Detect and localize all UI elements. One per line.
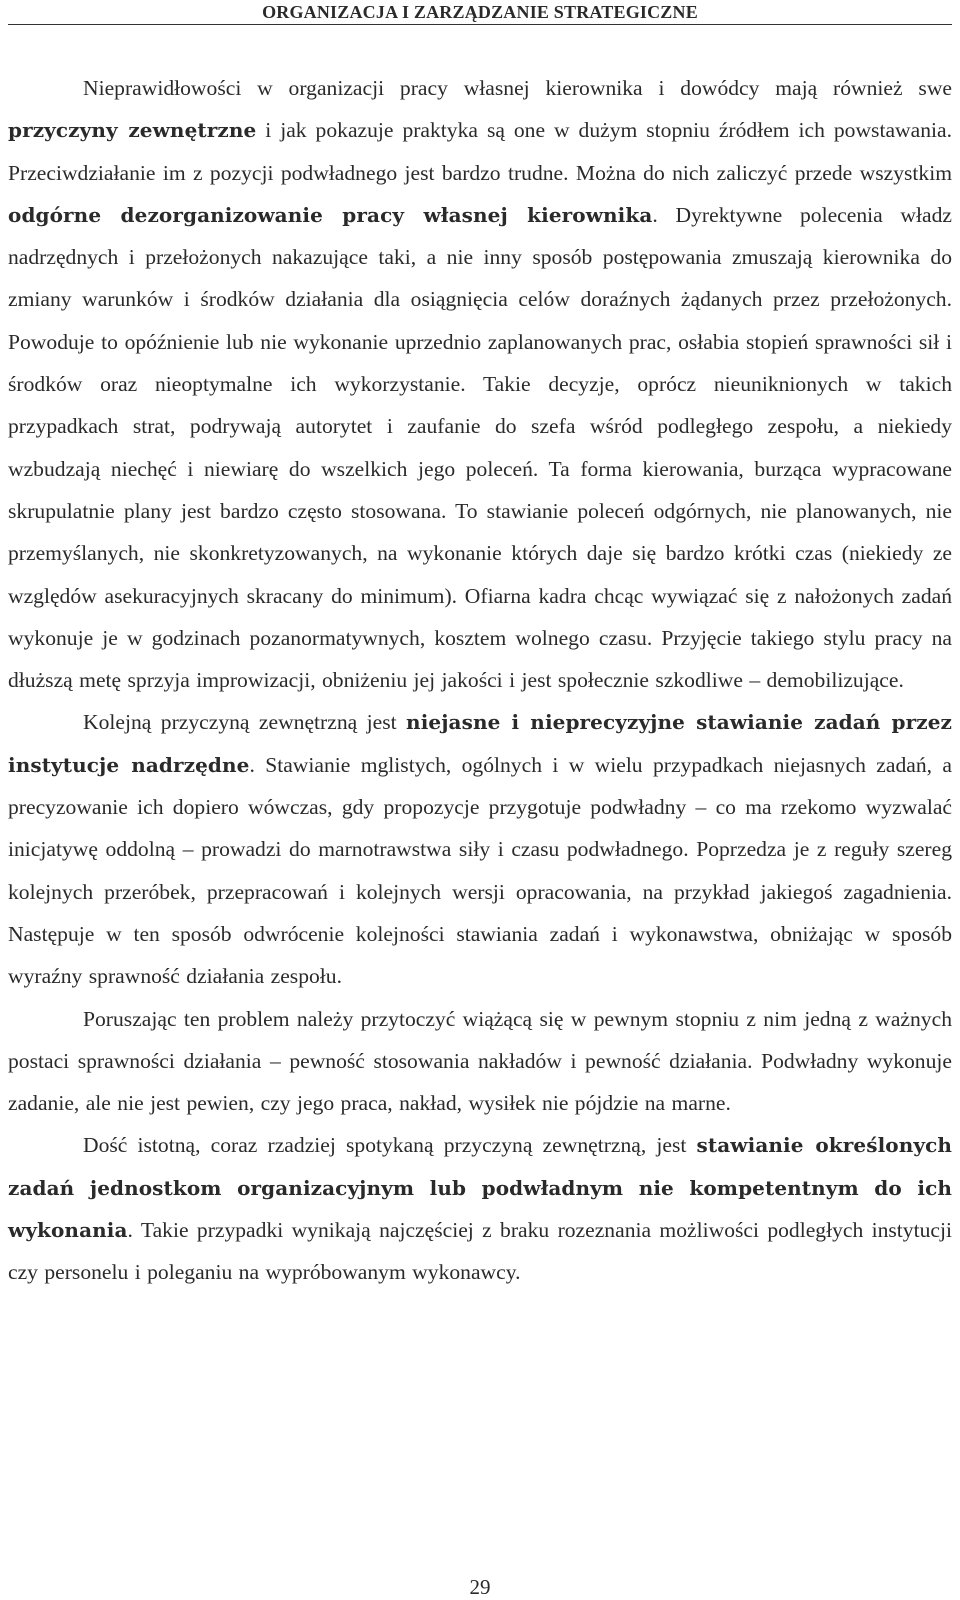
text-run: . Dyrektywne polecenia władz nadrzędnych i przełożonych nakazujące taki, a nie inny sposób postępowania zmuszają kierownika do zmiany warunków i środków działania dla osiągnięcia celów doraźnych żądanych przez przełożonych. Powoduje to opóźnienie lub nie wykonanie uprzednio zaplanowanych prac, osłabia stopień sprawności sił i środków oraz nieoptymalne ich wykorzystanie. Takie decyzje, oprócz nieuniknionych w takich przypadkach strat, podrywają autorytet i zaufanie do szefa wśród podległego zespołu, a niekiedy wzbudzają niechęć i niewiarę do wszelkich jego poleceń. Ta forma kierowania, burząca wypracowane skrupulatnie plany jest bardzo często stosowana. To stawianie poleceń odgórnych, nie planowanych, nie przemyślanych, nie skonkretyzowanych, na wykonanie których daje się bardzo krótki czas (niekiedy ze względów asekuracyjnych skracany do minimum). Ofiarna kadra chcąc wywiązać się z nałożonych zadań wykonuje je w godzinach pozanormatywnych, kosztem wolnego czasu. Przyjęcie takiego stylu pracy na dłuższą metę sprzyja improwizacji, obniżeniu jej jakości i jest społecznie szkodliwe – demobilizujące. bbox=[8, 202, 952, 693]
body-text bbox=[8, 67, 952, 1294]
paragraph bbox=[8, 701, 952, 997]
text-run: i jak pokazuje praktyka są one w dużym stopniu źródłem ich powstawania. Przeciwdziałanie im z pozycji podwładnego jest bardzo trudne. Można do nich zaliczyć przede wszystkim bbox=[8, 118, 952, 185]
emphasis-run: odgórne dezorganizowanie pracy własnej kierownika bbox=[8, 202, 653, 227]
running-header: ORGANIZACJA I ZARZĄDZANIE STRATEGICZNE bbox=[262, 2, 698, 22]
text-run: Kolejną przyczyną zewnętrzną jest bbox=[83, 710, 407, 735]
emphasis-run: przyczyny zewnętrzne bbox=[8, 118, 257, 143]
text-run: . Takie przypadki wynikają najczęściej z braku rozeznania możliwości podległych instytucji czy personelu i poleganiu na wypróbowanym wykonawcy. bbox=[8, 1218, 952, 1285]
emphasis-run: niejasne i nieprecyzyjne stawianie zadań przez instytucje nadrzędne bbox=[8, 710, 952, 777]
text-run: Poruszając ten problem należy przytoczyć wiążącą się w pewnym stopniu z nim jedną z ważnych postaci sprawności działania – pewność stosowania nakładów i pewność działania. Podwładny wykonuje zadanie, ale nie jest pewien, czy jego praca, nakład, wysiłek nie pójdzie na marne. bbox=[8, 1006, 952, 1116]
text-run: Dość istotną, coraz rzadziej spotykaną przyczyną zewnętrzną, jest bbox=[83, 1133, 697, 1158]
paragraph bbox=[8, 67, 952, 701]
emphasis-run: stawianie określonych zadań jednostkom organizacyjnym lub podwładnym nie kompetentnym do ich wykonania bbox=[8, 1133, 952, 1243]
page-number: 29 bbox=[469, 1575, 491, 1599]
header-rule bbox=[8, 24, 952, 25]
text-run: . Stawianie mglistych, ogólnych i w wielu przypadkach niejasnych zadań, a precyzowanie ich dopiero wówczas, gdy propozycje przygotuje podwładny – co ma rzekomo wyzwalać inicjatywę oddolną – prowadzi do marnotrawstwa siły i czasu podwładnego. Poprzedza je z reguły szereg kolejnych przeróbek, przepracowań i kolejnych wersji opracowania, na przykład jakiegoś zagadnienia. Następuje w ten sposób odwrócenie kolejności stawiania zadań i wykonawstwa, obniżając w sposób wyraźny sprawność działania zespołu. bbox=[8, 752, 952, 989]
paragraph bbox=[8, 1124, 952, 1293]
text-run: Nieprawidłowości w organizacji pracy własnej kierownika i dowódcy mają również swe bbox=[83, 76, 952, 100]
paragraph bbox=[8, 998, 952, 1125]
